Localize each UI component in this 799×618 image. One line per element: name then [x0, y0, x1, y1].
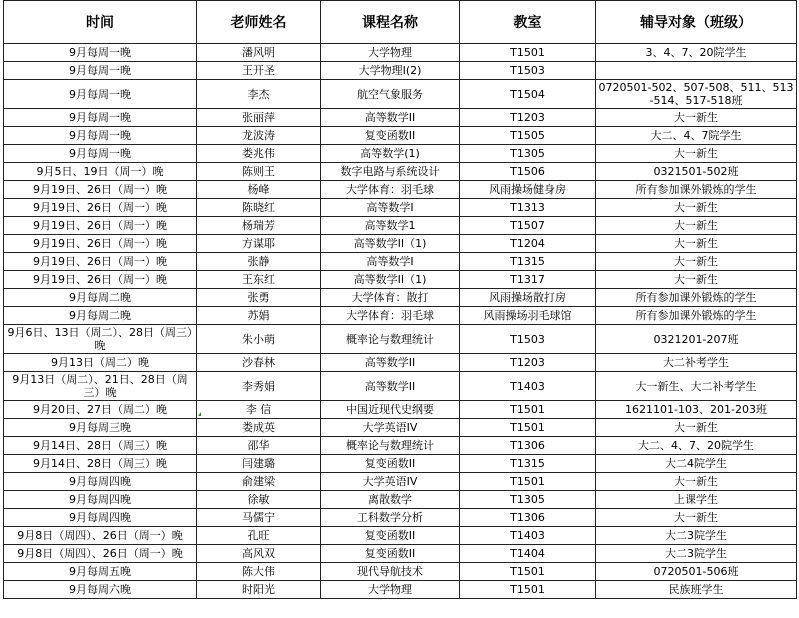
- table-row: [4, 253, 797, 271]
- cell-classroom[interactable]: T1305: [460, 145, 596, 163]
- cell-classroom[interactable]: T1404: [460, 545, 596, 563]
- cell-target[interactable]: 大一新生: [596, 509, 797, 527]
- cell-classroom[interactable]: T1503: [460, 325, 596, 354]
- cell-course[interactable]: 复变函数II: [321, 455, 460, 473]
- cell-teacher[interactable]: 李秀娟: [197, 372, 321, 401]
- table-row: [4, 62, 797, 80]
- table-row: [4, 271, 797, 289]
- cell-teacher[interactable]: 杨峰: [197, 181, 321, 199]
- cell-classroom[interactable]: T1501: [460, 473, 596, 491]
- cell-classroom[interactable]: T1403: [460, 372, 596, 401]
- cell-target[interactable]: 大一新生: [596, 145, 797, 163]
- cell-time[interactable]: 9月8日（周四）、26日（周一）晚: [4, 527, 197, 545]
- cell-teacher[interactable]: 张勇: [197, 289, 321, 307]
- header-time[interactable]: 时间: [4, 1, 197, 44]
- cell-classroom[interactable]: T1203: [460, 354, 596, 372]
- cell-teacher[interactable]: 徐敏: [197, 491, 321, 509]
- cell-teacher[interactable]: 苏娟: [197, 307, 321, 325]
- table-row: [4, 235, 797, 253]
- cell-course[interactable]: 大学物理: [321, 44, 460, 62]
- header-teacher[interactable]: 老师姓名: [197, 1, 321, 44]
- cell-time[interactable]: 9月19日、26日（周一）晚: [4, 181, 197, 199]
- cell-course[interactable]: 数字电路与系统设计: [321, 163, 460, 181]
- cell-classroom[interactable]: T1501: [460, 419, 596, 437]
- cell-target[interactable]: 大一新生: [596, 109, 797, 127]
- cell-target[interactable]: [596, 62, 797, 80]
- cell-teacher[interactable]: 王开圣: [197, 62, 321, 80]
- cell-teacher[interactable]: 闫建璐: [197, 455, 321, 473]
- cell-teacher[interactable]: 沙春林: [197, 354, 321, 372]
- cell-teacher[interactable]: 杨瑞芳: [197, 217, 321, 235]
- cell-time[interactable]: 9月19日、26日（周一）晚: [4, 235, 197, 253]
- cell-course[interactable]: 高等数学I: [321, 199, 460, 217]
- cell-target[interactable]: 0720501-502、507-508、511、513-514、517-518班: [596, 80, 797, 109]
- cell-course[interactable]: 复变函数II: [321, 527, 460, 545]
- cell-time[interactable]: 9月8日（周四）、26日（周一）晚: [4, 545, 197, 563]
- cell-time[interactable]: 9月每周四晚: [4, 473, 197, 491]
- cell-teacher[interactable]: 陈大伟: [197, 563, 321, 581]
- cell-teacher[interactable]: 娄成英: [197, 419, 321, 437]
- cell-course[interactable]: 中国近现代史纲要: [321, 401, 460, 419]
- cell-classroom[interactable]: T1506: [460, 163, 596, 181]
- cell-classroom[interactable]: T1504: [460, 80, 596, 109]
- cell-course[interactable]: 现代导航技术: [321, 563, 460, 581]
- cell-teacher[interactable]: 时阳光: [197, 581, 321, 599]
- table-row: [4, 145, 797, 163]
- cell-classroom[interactable]: T1501: [460, 44, 596, 62]
- cell-classroom[interactable]: 风雨操场羽毛球馆: [460, 307, 596, 325]
- cell-teacher[interactable]: 张静: [197, 253, 321, 271]
- cell-teacher[interactable]: 潘风明: [197, 44, 321, 62]
- cell-time[interactable]: 9月每周一晚: [4, 127, 197, 145]
- cell-teacher[interactable]: 孔旺: [197, 527, 321, 545]
- cell-course[interactable]: 复变函数II: [321, 545, 460, 563]
- cell-course[interactable]: 大学体育：散打: [321, 289, 460, 307]
- cell-time[interactable]: 9月每周二晚: [4, 307, 197, 325]
- cell-classroom[interactable]: T1507: [460, 217, 596, 235]
- table-row: [4, 181, 797, 199]
- table-row: [4, 581, 797, 599]
- cell-teacher[interactable]: 李 信: [197, 401, 321, 419]
- header-row: [4, 1, 797, 44]
- cell-time[interactable]: 9月6日、13日（周二）、28日（周三）晚: [4, 325, 197, 354]
- cell-target[interactable]: 大一新生、大二补考学生: [596, 372, 797, 401]
- cell-classroom[interactable]: T1403: [460, 527, 596, 545]
- header-target[interactable]: 辅导对象（班级）: [596, 1, 797, 44]
- cell-target[interactable]: 民族班学生: [596, 581, 797, 599]
- table-row: [4, 354, 797, 372]
- cell-classroom[interactable]: T1501: [460, 563, 596, 581]
- table-row: [4, 401, 797, 419]
- cell-course[interactable]: 大学物理I(2): [321, 62, 460, 80]
- cell-teacher[interactable]: 方谋耶: [197, 235, 321, 253]
- cell-classroom[interactable]: 风雨操场健身房: [460, 181, 596, 199]
- cell-time[interactable]: 9月19日、26日（周一）晚: [4, 199, 197, 217]
- cell-target[interactable]: 大一新生: [596, 253, 797, 271]
- cell-time[interactable]: 9月每周一晚: [4, 62, 197, 80]
- table-row: [4, 163, 797, 181]
- cell-target[interactable]: 大二、4、7院学生: [596, 127, 797, 145]
- cell-course[interactable]: 离散数学: [321, 491, 460, 509]
- cell-target[interactable]: 大二3院学生: [596, 527, 797, 545]
- cell-course[interactable]: 高等数学II（1): [321, 235, 460, 253]
- cell-course[interactable]: 高等数学(1): [321, 145, 460, 163]
- tutoring-schedule-table: [3, 0, 797, 599]
- cell-target[interactable]: 大二4院学生: [596, 455, 797, 473]
- cell-time[interactable]: 9月19日、26日（周一）晚: [4, 271, 197, 289]
- cell-target[interactable]: 大一新生: [596, 271, 797, 289]
- table-row: [4, 491, 797, 509]
- cell-time[interactable]: 9月14日、28日（周三）晚: [4, 437, 197, 455]
- cell-classroom[interactable]: T1503: [460, 62, 596, 80]
- cell-target[interactable]: 大一新生: [596, 199, 797, 217]
- cell-time[interactable]: 9月每周五晚: [4, 563, 197, 581]
- cell-classroom[interactable]: T1204: [460, 235, 596, 253]
- cell-time[interactable]: 9月每周一晚: [4, 145, 197, 163]
- table-row: [4, 509, 797, 527]
- table-row: [4, 109, 797, 127]
- table-row: [4, 563, 797, 581]
- cell-course[interactable]: 高等数学II: [321, 109, 460, 127]
- cell-classroom[interactable]: T1315: [460, 455, 596, 473]
- table-row: [4, 545, 797, 563]
- cell-classroom[interactable]: T1501: [460, 401, 596, 419]
- table-row: [4, 127, 797, 145]
- cell-course[interactable]: 大学体育：羽毛球: [321, 181, 460, 199]
- table-row: [4, 217, 797, 235]
- cell-course[interactable]: 大学物理: [321, 581, 460, 599]
- cell-target[interactable]: 所有参加课外锻炼的学生: [596, 181, 797, 199]
- cell-teacher[interactable]: 陈则王: [197, 163, 321, 181]
- cell-target[interactable]: 大一新生: [596, 235, 797, 253]
- cell-course[interactable]: 概率论与数理统计: [321, 437, 460, 455]
- cell-time[interactable]: 9月每周一晚: [4, 109, 197, 127]
- cell-time[interactable]: 9月20日、27日（周二）晚: [4, 401, 197, 419]
- cell-teacher[interactable]: 陈晓红: [197, 199, 321, 217]
- cell-target[interactable]: 所有参加课外锻炼的学生: [596, 289, 797, 307]
- cell-course[interactable]: 高等数学I: [321, 253, 460, 271]
- table-row: [4, 199, 797, 217]
- table-row: [4, 307, 797, 325]
- cell-target[interactable]: 1621101-103、201-203班: [596, 401, 797, 419]
- table-row: [4, 527, 797, 545]
- cell-course[interactable]: 高等数学1: [321, 217, 460, 235]
- cell-classroom[interactable]: T1317: [460, 271, 596, 289]
- cell-classroom[interactable]: T1313: [460, 199, 596, 217]
- cell-target[interactable]: 大一新生: [596, 419, 797, 437]
- cell-classroom[interactable]: T1306: [460, 437, 596, 455]
- cell-classroom[interactable]: T1315: [460, 253, 596, 271]
- cell-teacher[interactable]: 马儒宁: [197, 509, 321, 527]
- cell-time[interactable]: 9月5日、19日（周一）晚: [4, 163, 197, 181]
- cell-classroom[interactable]: T1505: [460, 127, 596, 145]
- cell-teacher[interactable]: 俞建梁: [197, 473, 321, 491]
- cell-time[interactable]: 9月每周四晚: [4, 509, 197, 527]
- table-row: [4, 289, 797, 307]
- table-row: [4, 44, 797, 62]
- cell-time[interactable]: 9月19日、26日（周一）晚: [4, 217, 197, 235]
- table-row: [4, 473, 797, 491]
- cell-teacher[interactable]: 朱小萌: [197, 325, 321, 354]
- table-row: [4, 325, 797, 354]
- cell-course[interactable]: 大学体育：羽毛球: [321, 307, 460, 325]
- table-body: [4, 44, 797, 599]
- cell-teacher[interactable]: 高风双: [197, 545, 321, 563]
- cell-classroom[interactable]: T1203: [460, 109, 596, 127]
- cell-time[interactable]: 9月19日、26日（周一）晚: [4, 253, 197, 271]
- cell-time[interactable]: 9月每周一晚: [4, 80, 197, 109]
- cell-classroom[interactable]: 风雨操场散打房: [460, 289, 596, 307]
- cell-time[interactable]: 9月每周四晚: [4, 491, 197, 509]
- cell-time[interactable]: 9月每周六晚: [4, 581, 197, 599]
- cell-classroom[interactable]: T1501: [460, 581, 596, 599]
- cell-course[interactable]: 高等数学II: [321, 354, 460, 372]
- cell-target[interactable]: 大一新生: [596, 473, 797, 491]
- header-course[interactable]: 课程名称: [321, 1, 460, 44]
- cell-classroom[interactable]: T1305: [460, 491, 596, 509]
- cell-course[interactable]: 工科数学分析: [321, 509, 460, 527]
- cell-teacher[interactable]: 龙波涛: [197, 127, 321, 145]
- cell-time[interactable]: 9月13日（周二）晚: [4, 354, 197, 372]
- table-row: [4, 372, 797, 401]
- cell-target[interactable]: 3、4、7、20院学生: [596, 44, 797, 62]
- cell-teacher[interactable]: 王东红: [197, 271, 321, 289]
- cell-course[interactable]: 高等数学II（1): [321, 271, 460, 289]
- cell-teacher[interactable]: 张丽萍: [197, 109, 321, 127]
- cell-target[interactable]: 大一新生: [596, 217, 797, 235]
- cell-time[interactable]: 9月13日（周二）、21日、28日（周三）晚: [4, 372, 197, 401]
- cell-course[interactable]: 高等数学II: [321, 372, 460, 401]
- cell-time[interactable]: 9月14日、28日（周三）晚: [4, 455, 197, 473]
- cell-teacher[interactable]: 娄兆伟: [197, 145, 321, 163]
- cell-course[interactable]: 概率论与数理统计: [321, 325, 460, 354]
- cell-course[interactable]: 航空气象服务: [321, 80, 460, 109]
- header-classroom[interactable]: 教室: [460, 1, 596, 44]
- cell-time[interactable]: 9月每周一晚: [4, 44, 197, 62]
- cell-teacher[interactable]: 李杰: [197, 80, 321, 109]
- cell-course[interactable]: 大学英语IV: [321, 473, 460, 491]
- cell-target[interactable]: 0720501-506班: [596, 563, 797, 581]
- cell-target[interactable]: 大二3院学生: [596, 545, 797, 563]
- table-row: [4, 437, 797, 455]
- table-row: [4, 419, 797, 437]
- table-row: [4, 80, 797, 109]
- cell-course[interactable]: 大学英语IV: [321, 419, 460, 437]
- cell-target[interactable]: 大二补考学生: [596, 354, 797, 372]
- cell-target[interactable]: 所有参加课外锻炼的学生: [596, 307, 797, 325]
- cell-target[interactable]: 0321201-207班: [596, 325, 797, 354]
- cell-teacher[interactable]: 邵华: [197, 437, 321, 455]
- cell-target[interactable]: 上课学生: [596, 491, 797, 509]
- cell-course[interactable]: 复变函数II: [321, 127, 460, 145]
- cell-target[interactable]: 0321501-502班: [596, 163, 797, 181]
- cell-time[interactable]: 9月每周三晚: [4, 419, 197, 437]
- table-row: [4, 455, 797, 473]
- cell-classroom[interactable]: T1306: [460, 509, 596, 527]
- cell-comment-marker: [198, 412, 201, 416]
- cell-time[interactable]: 9月每周二晚: [4, 289, 197, 307]
- cell-target[interactable]: 大二、4、7、20院学生: [596, 437, 797, 455]
